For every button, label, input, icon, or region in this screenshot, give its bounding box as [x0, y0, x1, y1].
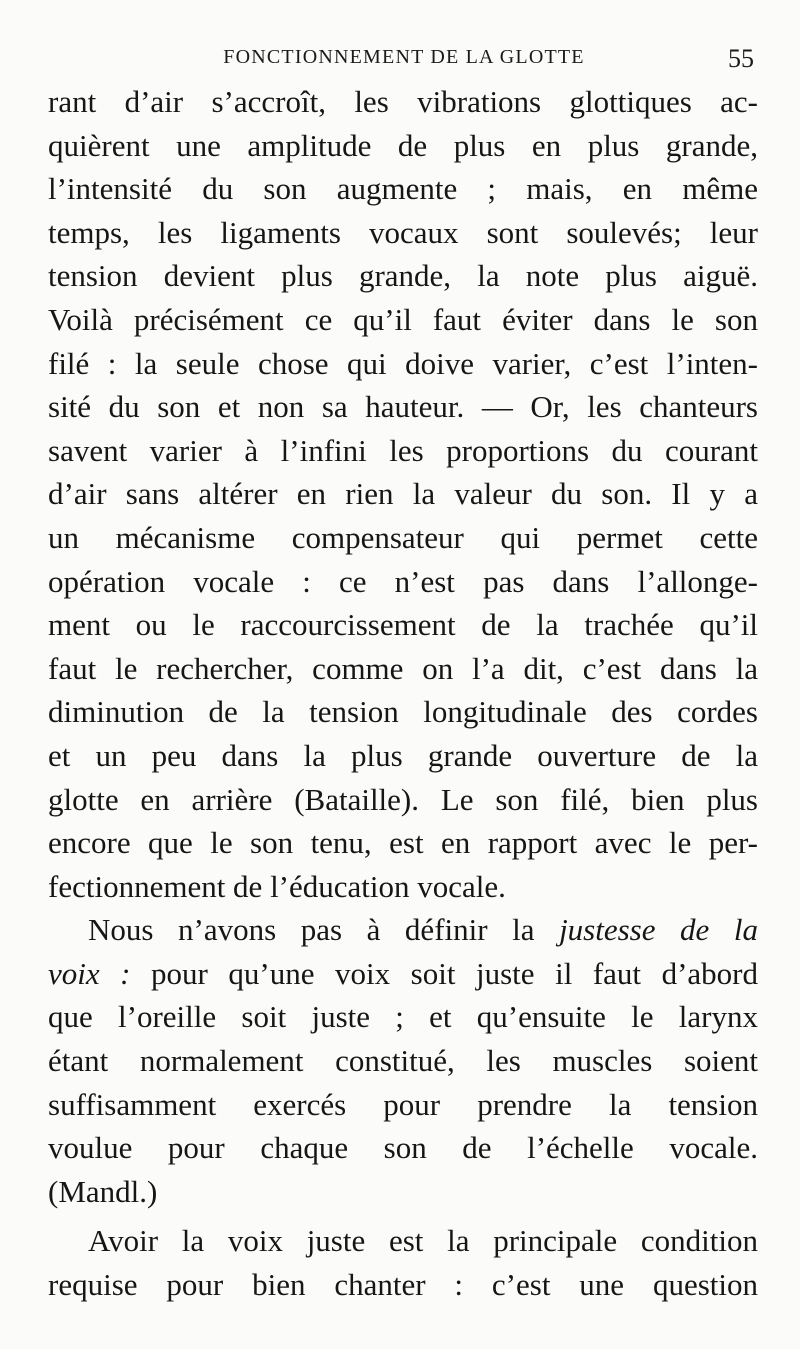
- italic-term: voix :: [48, 955, 131, 991]
- running-head: [48, 44, 760, 74]
- text-line: que l’oreille soit juste ; et qu’ensuite le larynx: [48, 999, 758, 1035]
- text-line: savent varier à l’infini les proportions du courant: [48, 432, 758, 468]
- text-line: rant d’air s’accroît, les vibrations glottiques ac-: [48, 84, 758, 119]
- body-text: [48, 80, 758, 1307]
- text-line: Avoir la voix juste est la principale condition: [88, 1223, 758, 1259]
- text-line: étant normalement constitué, les muscles soient: [48, 1043, 758, 1079]
- text-line: l’intensité du son augmente ; mais, en même: [48, 171, 758, 207]
- text-line: tension devient plus grande, la note plus aiguë.: [48, 258, 758, 294]
- text-run: Nous n’avons pas à définir la: [88, 912, 560, 948]
- text-line: et un peu dans la plus grande ouverture de la: [48, 737, 758, 773]
- text-line: Voilà précisément ce qu’il faut éviter dans le son: [48, 301, 758, 337]
- paragraph-3: [48, 1219, 758, 1306]
- text-line: voulue pour chaque son de l’échelle vocale.: [48, 1130, 758, 1166]
- text-line: sité du son et non sa hauteur. — Or, les chanteurs: [48, 389, 758, 425]
- paragraph-1: [48, 80, 758, 908]
- text-line: ment ou le raccourcissement de la trachée qu’il: [48, 607, 758, 643]
- text-line: [48, 908, 758, 952]
- text-run: pour qu’une voix soit juste il faut d’abord: [130, 955, 758, 991]
- text-line: filé : la seule chose qui doive varier, c’est l’inten-: [48, 345, 758, 381]
- text-line: [48, 952, 758, 996]
- text-line: (Mandl.): [48, 1173, 158, 1209]
- text-line: opération vocale : ce n’est pas dans l’allonge-: [48, 563, 758, 599]
- text-line: requise pour bien chanter : c’est une question: [48, 1267, 758, 1303]
- text-line: fectionnement de l’éducation vocale.: [48, 868, 506, 904]
- text-line: temps, les ligaments vocaux sont soulevés; leur: [48, 214, 758, 250]
- text-line: diminution de la tension longitudinale des cordes: [48, 694, 758, 730]
- text-line: quièrent une amplitude de plus en plus grande,: [48, 127, 758, 163]
- running-title: FONCTIONNEMENT DE LA GLOTTE: [223, 46, 585, 68]
- text-line: encore que le son tenu, est en rapport avec le per-: [48, 825, 758, 861]
- text-line: faut le rechercher, comme on l’a dit, c’est dans la: [48, 650, 758, 686]
- page-number: 55: [728, 44, 754, 73]
- italic-term: justesse de la: [559, 912, 758, 948]
- text-line: un mécanisme compensateur qui permet cette: [48, 519, 758, 555]
- paragraph-2: [48, 908, 758, 1213]
- text-line: d’air sans altérer en rien la valeur du son. Il y a: [48, 476, 758, 512]
- text-line: suffisamment exercés pour prendre la tension: [48, 1086, 758, 1122]
- text-line: glotte en arrière (Bataille). Le son filé, bien plus: [48, 781, 758, 817]
